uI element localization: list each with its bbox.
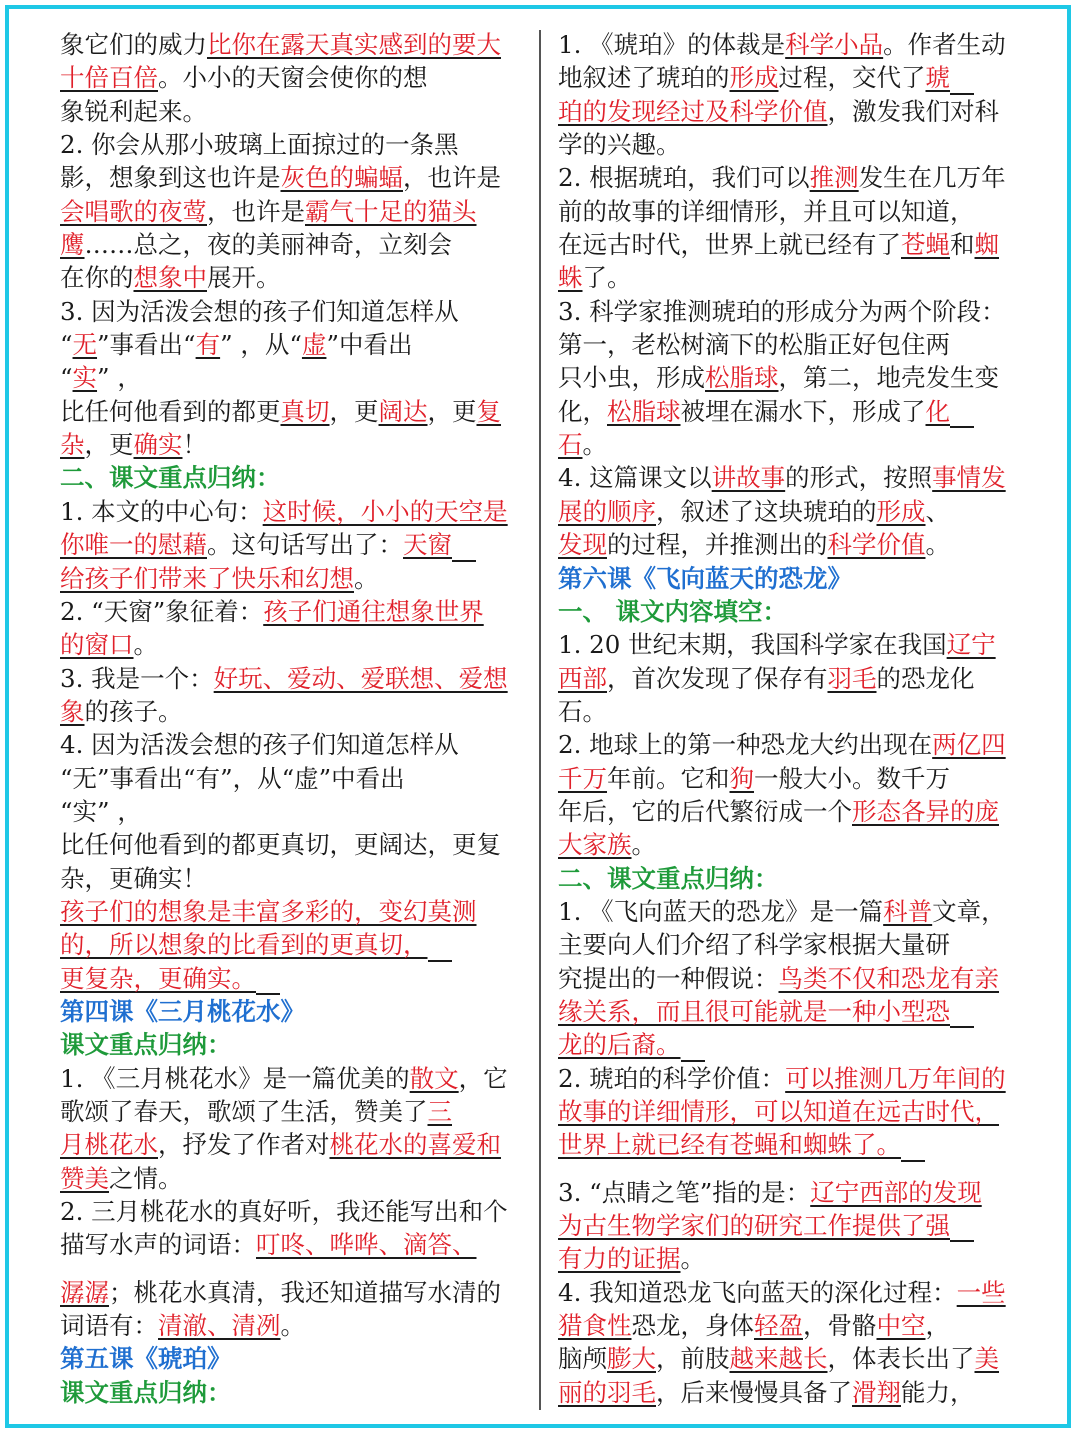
answer-text: 无 [72,330,98,360]
answer-text: 你唯一的慰藉 [60,530,207,560]
body-text: 。 [133,630,158,660]
body-text: 2. 地球上的第一种恐龙大约出现在 [558,730,933,760]
text-line [60,528,524,561]
text-line [60,695,524,728]
text-line [60,28,524,61]
text-line [60,895,524,928]
answer-text: 潺潺 [60,1277,109,1307]
answer-text: 滑翔 [852,1377,901,1407]
section-heading: 一、 课文内容填空： [558,596,788,626]
body-text: ，体表长出了 [827,1344,975,1374]
body-text: 文章， [932,896,1006,926]
body-text: 。 [354,563,379,593]
body-text: 2. 根据琥珀，我们可以 [558,163,810,193]
body-text: 4. 因为活泼会想的孩子们知道怎样从 [60,730,459,760]
answer-text: 确实 [133,430,183,460]
body-text: 描写水声的词语： [60,1230,256,1260]
text-line [60,1342,524,1375]
spacer [60,1262,524,1276]
text-line [558,361,1022,394]
body-text: 和 [950,230,975,260]
text-line [558,1209,1022,1242]
body-text: 在你的 [60,263,134,293]
lesson-title: 第五课《琥珀》 [60,1344,232,1374]
answer-text: 缘关系，而且很可能就是一种小型恐 [558,996,950,1026]
answer-text: 想象中 [133,263,207,293]
body-text: 。这句话写出了： [207,530,403,560]
body-text: 。作者生动 [883,30,1006,59]
text-line [60,1195,524,1228]
answer-text: 科学价值 [827,530,926,560]
text-line [60,295,524,328]
text-line [60,1162,524,1195]
answer-text: 琥 [925,63,950,93]
answer-text: 科学小品 [785,30,884,59]
body-text: 1. 《三月桃花水》是一篇优美的 [60,1063,410,1093]
answer-text: 西部 [558,663,607,693]
body-text: 1. 20 世纪末期，我国科学家在我国 [558,630,947,660]
text-line [60,662,524,695]
body-text: 4. 这篇课文以 [558,463,712,493]
body-text: 比任何他看到的都更 [60,396,281,426]
answer-text: 象 [60,696,85,726]
body-text: 的形式，按照 [785,463,933,493]
body-text: 。 [631,830,656,860]
body-text: 发生在几万年 [858,163,1006,193]
section-heading: 课文重点归纳： [60,1377,232,1407]
body-text: 石。 [558,696,607,726]
blank-underline [901,1138,925,1162]
answer-text: 有力的证据 [558,1244,681,1274]
body-text: 1. 《琥珀》的体裁是 [558,30,786,59]
body-text: ”中看出 [326,330,413,360]
answer-text: 两亿四 [932,730,1006,760]
blank-underline [452,538,476,562]
blank-underline [681,1038,705,1062]
blank-underline [950,404,974,428]
lesson-title: 第六课《飞向蓝天的恐龙》 [558,563,852,593]
body-text: ，抒发了作者对 [158,1130,330,1160]
answer-text: 这时候，小小的天空是 [262,496,508,526]
answer-text: 羽毛 [827,663,877,693]
text-line [60,995,524,1028]
answer-text: 的窗口 [60,630,134,660]
text-line [558,61,1022,94]
column-divider [539,30,541,1410]
body-text: 影，想象到这也许是 [60,163,281,193]
text-line [558,528,1022,561]
body-text: 地叙述了琥珀的 [558,63,730,93]
answer-text: 给孩子们带来了快乐和幻想 [60,563,354,593]
body-text: 。 [280,1311,305,1341]
body-text: ，它 [458,1063,508,1093]
body-text: 学的兴趣。 [558,130,681,160]
body-text: 、 [925,496,950,526]
body-text: 前的故事的详细情形，并且可以知道， [558,196,975,226]
blank-underline [950,1004,974,1028]
answer-text: 鸟类不仅和恐龙有亲 [778,963,999,993]
text-line [60,962,524,995]
answer-text: 大家族 [558,830,632,860]
answer-text: 有 [195,330,221,360]
answer-text: 中空 [876,1311,926,1341]
text-line [558,1376,1022,1409]
text-line [60,428,524,461]
text-line [558,1062,1022,1095]
answer-text: 孩子们的想象是丰富多彩的，变幻莫测 [60,896,477,926]
text-line [60,928,524,961]
text-line [558,328,1022,361]
text-line [60,128,524,161]
body-text: 杂，更确实！ [60,863,207,893]
text-line [60,1095,524,1128]
body-text: 年后，它的后代繁衍成一个 [558,796,852,826]
blank-underline [950,71,974,95]
answer-text: 形成 [729,63,779,93]
text-line [558,962,1022,995]
body-text: ，后来慢慢具备了 [656,1377,852,1407]
text-line [558,895,1022,928]
text-line [558,828,1022,861]
answer-text: 霸气十足的猫头 [305,196,477,226]
answer-text: 阔达 [378,396,428,426]
answer-text: 蜘 [974,230,999,260]
section-heading: 课文重点归纳： [60,1030,232,1060]
answer-text: 赞美 [60,1163,109,1193]
body-text: 。 [582,430,607,460]
text-line [60,1228,524,1261]
body-text: 过程，交代了 [778,63,926,93]
body-text: 象锐利起来。 [60,96,207,126]
body-text: ，也许是 [403,163,501,193]
text-line [558,762,1022,795]
text-line [558,1242,1022,1275]
body-text: 展开。 [207,263,281,293]
answer-text: 蛛 [558,263,583,293]
text-line [60,628,524,661]
text-line [558,1309,1022,1342]
text-line [60,195,524,228]
answer-text: 美 [974,1344,999,1374]
text-line [558,1028,1022,1061]
answer-text: 叮咚、哗哗、滴答、 [256,1230,477,1260]
body-text: 3. 科学家推测琥珀的形成分为两个阶段： [558,296,1006,326]
answer-text: 散文 [409,1063,459,1093]
body-text: 的孩子。 [84,696,183,726]
body-text: ，骨骼 [803,1311,877,1341]
body-text: 化， [558,396,607,426]
text-line [60,795,524,828]
text-line [60,95,524,128]
text-line [558,161,1022,194]
text-line [60,228,524,261]
text-line [60,1062,524,1095]
body-text: ，叙述了这块琥珀的 [656,496,877,526]
text-line [558,228,1022,261]
text-line [558,461,1022,494]
body-text: 比任何他看到的都更真切，更阔达，更复 [60,830,501,860]
answer-text: 好玩、爱动、爱联想、爱想 [213,663,508,693]
text-line [60,495,524,528]
text-line [60,862,524,895]
answer-text: 苍蝇 [901,230,950,260]
answer-text: 三 [427,1097,452,1126]
answer-text: 千万 [558,763,607,793]
answer-text: 复 [476,396,501,426]
body-text: 3. 因为活泼会想的孩子们知道怎样从 [60,296,459,326]
body-text: 1. 本文的中心句： [60,496,263,526]
text-line [558,1276,1022,1309]
answer-text: 为古生物学家们的研究工作提供了强 [558,1211,950,1241]
text-line [558,195,1022,228]
body-text: 究提出的一种假说： [558,963,779,993]
text-line [558,728,1022,761]
section-heading: 二、课文重点归纳： [558,863,779,893]
text-line [558,428,1022,461]
body-text: ，也许是 [207,196,305,226]
body-text: 第一，老松树滴下的松脂正好包住两 [558,330,950,360]
answer-text: 膨大 [607,1344,656,1374]
answer-text: 丽的羽毛 [558,1377,656,1407]
answer-text: 越来越长 [729,1344,828,1374]
text-line [558,928,1022,961]
text-line [60,1028,524,1061]
blank-underline [950,1218,974,1242]
body-text: ，更 [84,430,134,460]
body-text: “实” ， [60,796,142,826]
answer-text: 的，所以想象的比看到的更真切， [60,930,428,960]
answer-text: 杂 [60,430,85,460]
body-text: 能力， [901,1377,975,1407]
answer-text: 推测 [809,163,859,193]
answer-text: 虚 [301,330,327,360]
body-text: 之情。 [109,1163,183,1193]
body-text: ， [925,1311,950,1341]
body-text: 被埋在漏水下，形成了 [680,396,926,426]
text-line [558,1095,1022,1128]
text-line [60,1376,524,1409]
answer-text: 化 [925,396,950,426]
body-text: 2. 三月桃花水的真好听，我还能写出和个 [60,1197,508,1227]
answer-text: 龙的后裔。 [558,1030,681,1060]
answer-text: 形态各异的庞 [852,796,999,826]
answer-text: 形成 [876,496,926,526]
body-text: 年前。它和 [607,763,730,793]
body-text: ” ， [97,363,142,393]
text-line [558,495,1022,528]
answer-text: 故事的详细情形，可以知道在远古时代， [558,1097,999,1126]
right-column [558,28,1022,1409]
left-column [60,28,524,1409]
text-line [558,395,1022,428]
answer-text: 松脂球 [607,396,681,426]
body-text: “ [60,363,73,393]
text-line [558,128,1022,161]
text-line [558,295,1022,328]
text-line [558,28,1022,61]
answer-text: 实 [72,363,98,393]
answer-text: 会唱歌的夜莺 [60,196,207,226]
text-line [558,662,1022,695]
text-line [558,695,1022,728]
text-line [558,1176,1022,1209]
body-text: 主要向人们介绍了科学家根据大量研 [558,930,950,960]
answer-text: 讲故事 [711,463,786,493]
text-line [558,261,1022,294]
text-line [60,461,524,494]
body-text: 。 [925,530,950,560]
body-text: ；桃花水真清，我还知道描写水清的 [109,1277,501,1307]
body-text: ”事看出“ [97,330,196,360]
answer-text: 更复杂，更确实。 [60,963,256,993]
answer-text: 天窗 [403,530,452,560]
text-line [60,762,524,795]
answer-text: 真切 [280,396,330,426]
body-text: ” ，从“ [220,330,302,360]
text-line [60,1309,524,1342]
answer-text: 孩子们通往想象世界 [263,596,484,626]
body-text: 在远古时代，世界上就已经有了 [558,230,901,260]
body-text: 3. “点睛之笔”指的是： [558,1177,811,1207]
text-line [60,161,524,194]
answer-text: 月桃花水 [60,1130,158,1160]
body-text: 了。 [582,263,632,293]
text-line [558,1342,1022,1375]
text-line [60,828,524,861]
body-text: ，首次发现了保存有 [607,663,828,693]
answer-text: 松脂球 [705,363,779,393]
body-text: “无”事看出“有”，从“虚”中看出 [60,763,405,793]
answer-text: 桃花水的喜爱和 [329,1130,501,1160]
answer-text: 石 [558,430,583,460]
answer-text: 灰色的蝙蝠 [280,163,403,193]
body-text: ！ [182,430,207,460]
text-line [60,728,524,761]
body-text: 2. 琥珀的科学价值： [558,1063,786,1093]
body-text: ，第二，地壳发生变 [778,363,999,393]
text-line [558,1128,1022,1161]
text-line [60,595,524,628]
body-text: 的恐龙化 [876,663,975,693]
body-text: 3. 我是一个： [60,663,214,693]
body-text: “ [60,330,73,360]
text-line [60,61,524,94]
answer-text: 猎食性 [558,1311,632,1341]
text-line [558,562,1022,595]
body-text: ，更 [427,396,477,426]
text-line [558,995,1022,1028]
body-text: 。小小的天窗会使你的想 [158,63,428,93]
answer-text: 狗 [729,763,754,793]
blank-underline [256,971,280,995]
body-text: 词语有： [60,1311,158,1341]
text-line [60,361,524,394]
section-heading: 二、课文重点归纳： [60,463,281,493]
body-text: 一般大小。数千万 [754,763,950,793]
text-line [60,1276,524,1309]
answer-text: 辽宁 [946,630,996,660]
answer-text: 可以推测几万年间的 [785,1063,1006,1093]
body-text: 2. 你会从那小玻璃上面掠过的一条黑 [60,130,459,160]
body-text: ，激发我们对科 [827,96,999,126]
body-text: 。 [680,1244,705,1274]
text-line [60,328,524,361]
body-text: ，更 [329,396,379,426]
body-text: ……总之，夜的美丽神奇，立刻会 [84,230,452,260]
answer-text: 比你在露天真实感到的要大 [207,30,501,59]
lesson-title: 第四课《三月桃花水》 [60,996,305,1026]
answer-text: 世界上就已经有苍蝇和蜘蛛了。 [558,1130,901,1160]
body-text: 象它们的威力 [60,30,207,59]
answer-text: 十倍百倍 [60,63,158,93]
text-line [558,795,1022,828]
answer-text: 鹰 [60,230,85,260]
answer-text: 珀的发现经过及科学价值 [558,96,828,126]
text-line [60,395,524,428]
body-text: 2. “天窗”象征着： [60,596,264,626]
text-line [558,595,1022,628]
answer-text: 清澈、清冽 [158,1311,281,1341]
answer-text: 发现 [558,530,607,560]
body-text: 4. 我知道恐龙飞向蓝天的深化过程： [558,1277,957,1307]
answer-text: 轻盈 [754,1311,803,1341]
text-line [60,562,524,595]
body-text: 1. 《飞向蓝天的恐龙》是一篇 [558,896,884,926]
body-text: 歌颂了春天，歌颂了生活，赞美了 [60,1097,428,1126]
answer-text: 一些 [956,1277,1006,1307]
body-text: 只小虫，形成 [558,363,705,393]
blank-underline [428,938,452,962]
body-text: ，前肢 [656,1344,730,1374]
answer-text: 科普 [883,896,933,926]
answer-text: 事情发 [932,463,1006,493]
text-line [558,628,1022,661]
body-text: 恐龙，身体 [631,1311,754,1341]
spacer [558,1162,1022,1176]
text-line [60,1128,524,1161]
answer-text: 展的顺序 [558,496,656,526]
body-text: 的过程，并推测出的 [607,530,828,560]
body-text: 脑颅 [558,1344,607,1374]
text-line [558,862,1022,895]
answer-text: 辽宁西部的发现 [810,1177,982,1207]
text-line [60,261,524,294]
text-line [558,95,1022,128]
